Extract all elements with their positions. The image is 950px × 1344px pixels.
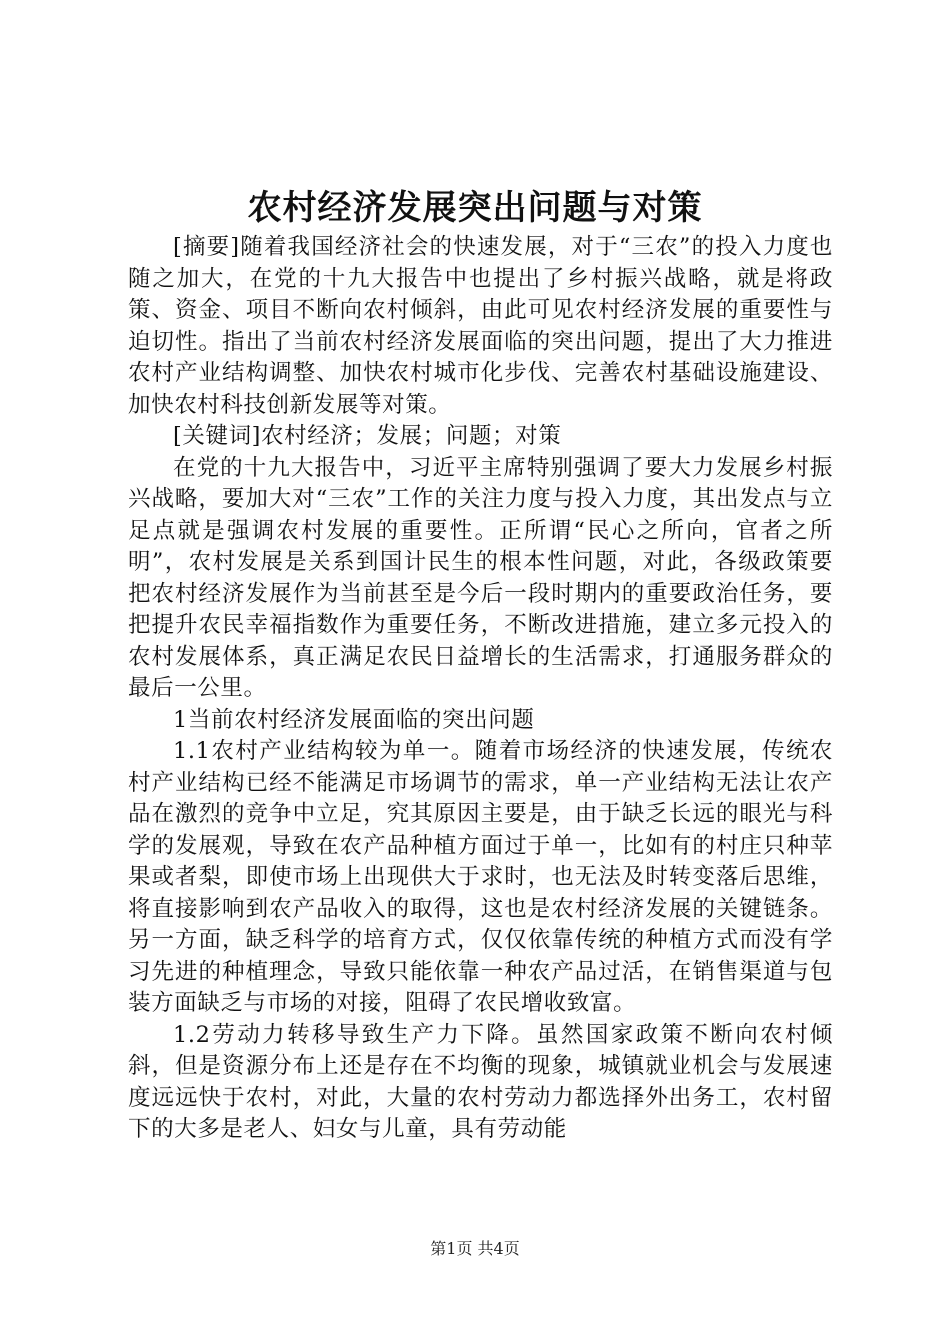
section-1-2-paragraph: 1.2劳动力转移导致生产力下降。虽然国家政策不断向农村倾斜，但是资源分布上还是存在不均衡的现象，城镇就业机会与发展速度远远快于农村，对此，大量的农村劳动力都选择外出务工，农村留下的大多是老人、妇女与儿童，具有劳动能 [128, 1021, 833, 1142]
section-1-1-paragraph: 1.1农村产业结构较为单一。随着市场经济的快速发展，传统农村产业结构已经不能满足市场调节的需求，单一产业结构无法让农产品在激烈的竞争中立足，究其原因主要是，由于缺乏长远的眼光与科学的发展观，导致在农产品种植方面过于单一，比如有的村庄只种苹果或者梨，即使市场上出现供大于求时，也无法及时转变落后思维，将直接影响到农产品收入的取得，这也是农村经济发展的关键链条。另一方面，缺乏科学的培育方式，仅仅依靠传统的种植方式而没有学习先进的种植理念，导致只能依靠一种农产品过活，在销售渠道与包装方面缺乏与市场的对接，阻碍了农民增收致富。 [128, 738, 833, 1016]
section-1-heading: 1当前农村经济发展面临的突出问题 [173, 706, 535, 733]
document-title: 农村经济发展突出问题与对策 [247, 188, 703, 228]
keywords-paragraph: [关键词]农村经济；发展；问题；对策 [173, 423, 562, 449]
intro-paragraph: 在党的十九大报告中，习近平主席特别强调了要大力发展乡村振兴战略，要加大对“三农”工作的关注力度与投入力度，其出发点与立足点就是强调农村发展的重要性。正所谓“民心之所向，官者之所明”，农村发展是关系到国计民生的根本性问题，对此，各级政策要把农村经济发展作为当前甚至是今后一段时期内的重要政治任务，要把提升农民幸福指数作为重要任务，不断改进措施，建立多元投入的农村发展体系，真正满足农民日益增长的生活需求，打通服务群众的最后一公里。 [128, 454, 833, 701]
page-footer: 第1页 共4页 [430, 1239, 520, 1258]
document-body [128, 232, 833, 1146]
abstract-paragraph: [摘要]随着我国经济社会的快速发展，对于“三农”的投入力度也随之加大，在党的十九大报告中也提出了乡村振兴战略，就是将政策、资金、项目不断向农村倾斜，由此可见农村经济发展的重要性与迫切性。指出了当前农村经济发展面临的突出问题，提出了大力推进农村产业结构调整、加快农村城市化步伐、完善农村基础设施建设、加快农村科技创新发展等对策。 [128, 234, 833, 418]
